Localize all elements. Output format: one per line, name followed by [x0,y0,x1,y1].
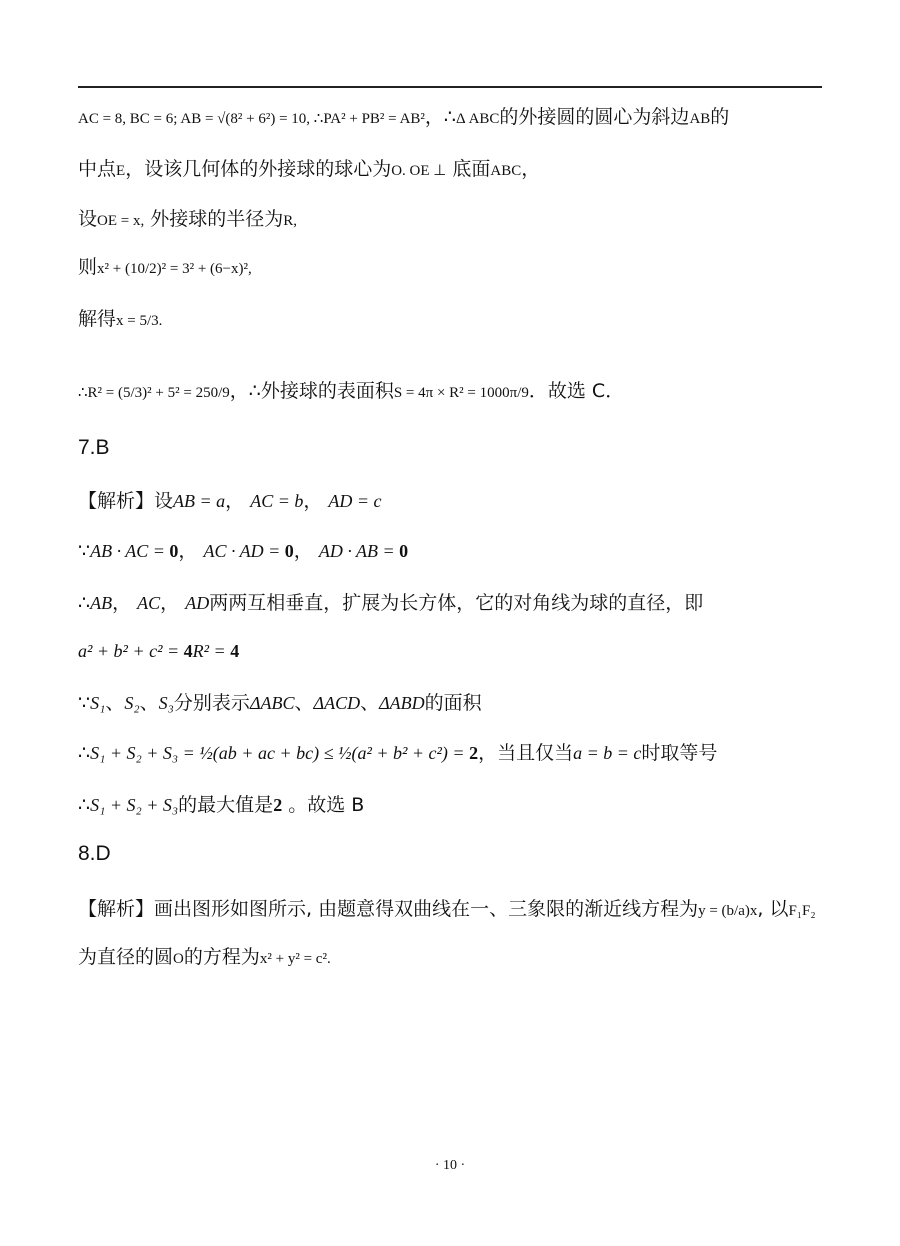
text-segment: R² [192,641,210,661]
text-segment: 底面 [446,158,491,180]
text-segment: 设 [78,208,98,230]
text-segment: 【解析】画出图形如图所示, 由题意得双曲线在一、三象限的渐近线方程为 [78,898,699,920]
text-line-2 [78,154,540,181]
text-line-13 [78,738,717,765]
text-segment: ， [112,592,138,614]
text-segment: ∴ [78,592,91,614]
page-number: · 10 · [434,1158,466,1173]
text-segment: 8.D [78,842,111,865]
text-line-7 [78,436,110,460]
text-segment: ，当且仅当 [478,742,574,764]
text-segment: AC = b [250,491,304,511]
text-segment: ， [178,540,204,562]
text-segment: AC [137,593,161,613]
text-segment: 的外接圆的圆心为斜边 [499,106,690,128]
text-segment: 7.B [78,436,110,459]
text-segment: ∴R² = (5/3)² + 5² = 250/9 [78,385,230,401]
text-segment: AD = c [328,491,382,511]
text-segment: Δ ABC [456,111,500,127]
text-segment: E [116,163,126,179]
text-segment: AC = 8, BC = 6; AB = √(8² + 6²) = 10, ∴PA² + PB² = AB² [78,111,425,127]
text-segment: ，∴外接球的表面积 [229,380,394,402]
text-segment: ΔABD [379,693,425,713]
text-segment: S₁ [90,693,106,713]
text-segment: ，设该几何体的外接球的球心为 [125,158,392,180]
text-segment: S₂ [124,693,140,713]
text-segment: 的方程为 [183,946,260,968]
text-line-8 [78,486,382,513]
text-line-14 [78,790,364,817]
text-line-5 [78,304,162,331]
text-segment: 中点 [78,158,117,180]
text-line-16 [78,894,816,921]
text-line-15 [78,842,111,866]
text-segment: S₃ [158,693,174,713]
text-segment: AD [185,593,210,613]
text-segment: 外接球的半径为 [144,208,284,230]
text-segment: 【解析】设 [78,490,174,512]
text-segment: 、 [139,692,159,714]
text-line-17 [78,942,331,969]
text-segment: 则 [78,256,98,278]
text-segment: ∵ [78,692,91,714]
text-segment: OE = x, [97,213,145,229]
text-line-12 [78,688,482,715]
text-segment: ， [160,592,186,614]
text-segment: AC · AD = [203,541,285,561]
text-segment: 为直径的圆 [78,946,174,968]
text-segment: 的面积 [424,692,482,714]
text-segment: y = (b/a)x [698,903,758,919]
text-line-6 [78,376,624,403]
text-segment: 、 [105,692,125,714]
text-segment: AD · AB = [318,541,400,561]
text-segment: a = b = c [573,743,642,763]
text-segment: 2 [469,743,479,763]
text-segment: AB · AC = [90,541,170,561]
text-segment: ∵ [78,540,91,562]
text-line-10 [78,588,703,615]
text-line-11 [78,640,239,662]
text-line-9 [78,536,408,563]
text-segment: 的最大值是 [178,794,274,816]
text-segment: 时取等号 [641,742,718,764]
text-segment: F₁F₂ [788,903,816,919]
text-line-4 [78,252,252,279]
text-line-3 [78,204,297,231]
text-segment: O. OE ⊥ [391,163,447,179]
text-segment: ， [303,490,329,512]
text-segment: x = 5/3. [116,313,163,329]
text-segment: ΔACD [313,693,361,713]
text-segment: S₁ + S₂ + S₃ [90,795,179,815]
text-segment: 的 [710,106,730,128]
text-segment: ∴ [78,742,91,764]
text-segment: 0 [399,541,409,561]
text-segment: 两两互相垂直，扩展为长方体，它的对角线为球的直径，即 [209,592,704,614]
text-segment: ．故选 C． [528,380,625,402]
text-segment: S = 4π × R² = 1000π/9 [393,385,529,401]
text-segment: 2 [273,795,283,815]
text-segment: 、 [360,692,380,714]
text-segment: 。故选 B [282,794,365,816]
text-line-1 [78,102,729,129]
text-segment: 0 [284,541,294,561]
text-segment: S₁ + S₂ + S₃ = ½(ab + ac + bc) ≤ ½(a² + b² + c²) = [90,743,470,763]
text-segment: ABC [490,163,522,179]
text-segment: ΔABC [249,693,295,713]
text-segment: 解得 [78,308,117,330]
text-segment: 分别表示 [173,692,250,714]
text-segment: x² + (10/2)² = 3² + (6−x)², [97,261,252,277]
header-rule [78,86,822,88]
text-segment: a² + b² + c² = [78,641,184,661]
text-segment: x² + y² = c². [259,951,331,967]
text-segment: , 以 [757,898,789,920]
text-segment: 4 [183,641,193,661]
text-segment: O [173,951,184,967]
text-segment: AB = a [173,491,226,511]
text-segment: ∴ [78,794,91,816]
text-segment: 4 [230,641,240,661]
text-segment: AB [90,593,113,613]
text-segment: 0 [169,541,179,561]
text-segment: ，∴ [424,106,456,128]
text-segment: 、 [294,692,314,714]
text-segment: ， [225,490,251,512]
text-segment: AB [689,111,711,127]
text-segment: ， [521,158,541,180]
text-segment: ， [293,540,319,562]
text-segment: R, [283,213,298,229]
text-segment: = [209,641,231,661]
